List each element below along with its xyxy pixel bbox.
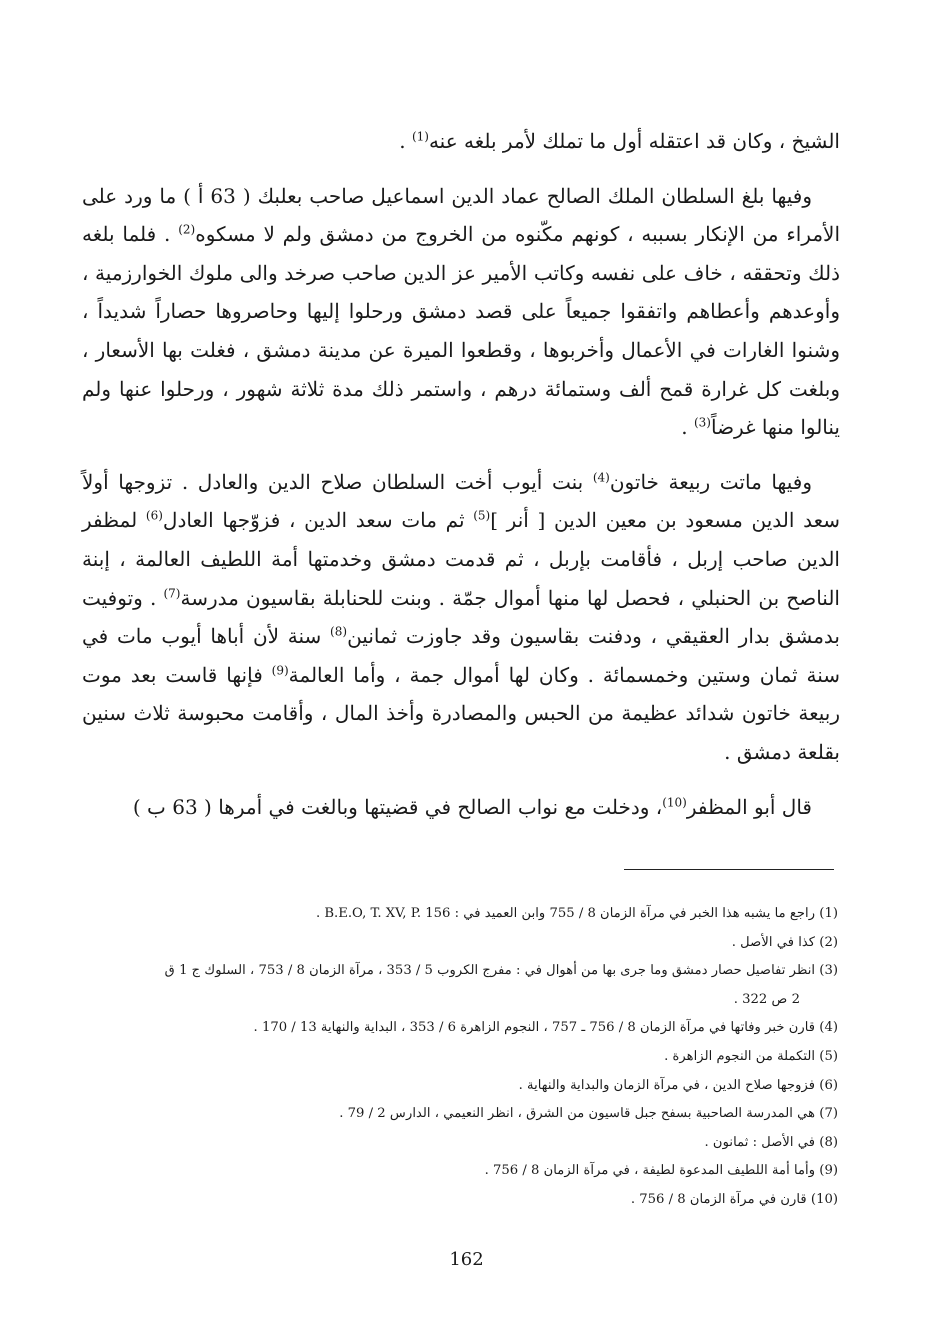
footnote-reference: (8) <box>330 624 348 639</box>
footnote <box>78 1157 838 1186</box>
paragraph-text: . <box>681 415 694 440</box>
footnote-number: (3) <box>819 963 838 979</box>
footnote-reference: (4) <box>592 470 610 485</box>
footnote-text: هي المدرسة الصاحبية بسفح جبل قاسيون من الشرق ، انظر النعيمي ، الدارس 2 / 79 . <box>339 1106 816 1122</box>
paragraph-text: قال أبو المظفر <box>686 794 812 819</box>
paragraph-1 <box>82 122 840 161</box>
paragraph-text: وفيها ماتت ربيعة خاتون <box>609 469 812 494</box>
footnote-reference: (2) <box>178 222 196 237</box>
footnote-reference: (3) <box>693 415 711 430</box>
paragraph-text: سنة لأن أباها أيوب مات في سنة ثمان وستين وخمسمائة . وكان لها أموال جمة ، وأما العالمة <box>82 624 840 687</box>
footnote <box>78 1014 838 1043</box>
footnote-number: (2) <box>819 934 838 950</box>
footnote-reference: (10) <box>662 794 687 809</box>
paragraph-4 <box>82 788 840 827</box>
paragraph-text: . وتوفيت بدمشق بدار العقيقي ، ودفنت بقاسيون وقد جاوزت ثمانين <box>82 585 840 649</box>
footnote-continuation: 2 ص 322 . <box>733 991 800 1007</box>
footnote <box>78 1043 838 1072</box>
footnote-number: (7) <box>819 1106 838 1122</box>
footnote <box>78 1100 838 1129</box>
footnote-text: وأما أمة اللطيف المدعوة لطيفة ، في مرآة الزمان 8 / 756 . <box>484 1163 816 1179</box>
footnote <box>78 957 838 1014</box>
footnote-text: فزوجها صلاح الدين ، في مرآة الزمان والبداية والنهاية . <box>518 1077 816 1093</box>
footnote-reference: (5) <box>473 508 491 523</box>
footnote <box>78 1129 838 1158</box>
paragraph-text: ، ودخلت مع نواب الصالح في قضيتها وبالغت في أمرها ( 63 ب ) <box>132 794 663 819</box>
footnote-reference: (9) <box>271 663 289 678</box>
footnotes <box>78 900 838 1215</box>
footnote-text: قارن خبر وفاتها في مرآة الزمان 8 / 756 ـ 757 ، النجوم الزاهرة 6 / 353 ، البداية والنهاية 13 / 170 . <box>253 1020 816 1036</box>
paragraph-text: وفيها بلغ السلطان الملك الصالح عماد الدين اسماعيل صاحب بعلبك ( 63 أ ) ما ورد على الأمراء من الإنكار بسببه ، كونهم مكّنوه من الخروج من دمشق ولم لا مسكوه <box>82 183 840 247</box>
footnote <box>78 929 838 958</box>
footnote-text: قارن في مرآة الزمان 8 / 756 . <box>630 1191 807 1207</box>
footnote-text: انظر تفاصيل حصار دمشق وما جرى بها من أهوال في : مفرج الكروب 5 / 353 ، مرآة الزمان 8 / 753 ، السلوك ج 1 ق <box>164 963 816 979</box>
footnote-separator <box>624 869 834 870</box>
footnote-number: (5) <box>819 1048 838 1064</box>
footnote <box>78 1186 838 1215</box>
footnote-number: (8) <box>819 1134 838 1150</box>
footnote <box>78 1072 838 1101</box>
footnote-text: راجع ما يشبه هذا الخبر في مرآة الزمان 8 / 755 وابن العميد في : B.E.O, T. XV, P. 156 . <box>315 906 816 921</box>
paragraph-text: الشيخ ، وكان قد اعتقله أول ما تملك لأمر بلغه عنه <box>428 129 840 153</box>
paragraph-text: . فلما بلغه ذلك وتحققه ، خاف على نفسه وكاتب الأمير عز الدين صاحب صرخد والى ملوك الخوارزمية ، وأوعدهم وأعطاهم واتفقوا جميعاً على قصد دمشق ورحلوا إليها وحاصروها حصاراً شديداً ، وشنوا الغارات في الأعمال وأخربوها ، وقطعوا الميرة عن مدينة دمشق ، فغلت بها الأسعار ، وبلغت كل غرارة قمح ألف وستمائة درهم ، واستمر ذلك مدة ثلاثة شهور ، ورحلوا عنها ولم ينالوا منها غرضاً <box>82 222 840 440</box>
paragraph-3 <box>82 463 840 772</box>
main-text <box>82 122 840 826</box>
footnote-text: في الأصل : ثمانون . <box>704 1134 816 1150</box>
footnote-reference: (7) <box>163 585 181 600</box>
footnote-text: التكملة من النجوم الزاهرة . <box>664 1048 816 1064</box>
footnote-number: (9) <box>819 1163 838 1179</box>
footnote <box>78 900 838 929</box>
footnote-text: كذا في الأصل . <box>731 934 816 950</box>
paragraph-text: . <box>399 129 412 153</box>
paragraph-text: ثم مات سعد الدين ، فزوّجها العادل <box>162 508 474 533</box>
paragraph-text: فإنها قاست بعد موت ربيعة خاتون شدائد عظيمة من الحبس والمصادرة وأخذ المال ، وأقامت محبوسة ثلاث سنين بقلعة دمشق . <box>82 662 840 764</box>
footnote-number: (6) <box>819 1077 838 1093</box>
footnote-number: (1) <box>819 906 838 921</box>
paragraph-2 <box>82 177 840 447</box>
paragraph-text: بنت أيوب أخت السلطان صلاح الدين والعادل . تزوجها أولاً سعد الدين مسعود بن معين الدين [ أنر ] <box>82 469 840 533</box>
footnote-number: (10) <box>810 1191 838 1207</box>
paragraph-text: لمظفر الدين صاحب إربل ، فأقامت بإربل ، ثم قدمت دمشق وخدمتها أمة اللطيف العالمة ، إبنة الناصح بن الحنبلي ، فحصل لها منها أموال جمّة . وبنت للحنابلة بقاسيون مدرسة <box>82 508 840 610</box>
footnote-reference: (1) <box>411 129 429 144</box>
page-number: 162 <box>449 1249 484 1270</box>
footnote-number: (4) <box>819 1020 838 1036</box>
footnote-reference: (6) <box>145 508 163 523</box>
